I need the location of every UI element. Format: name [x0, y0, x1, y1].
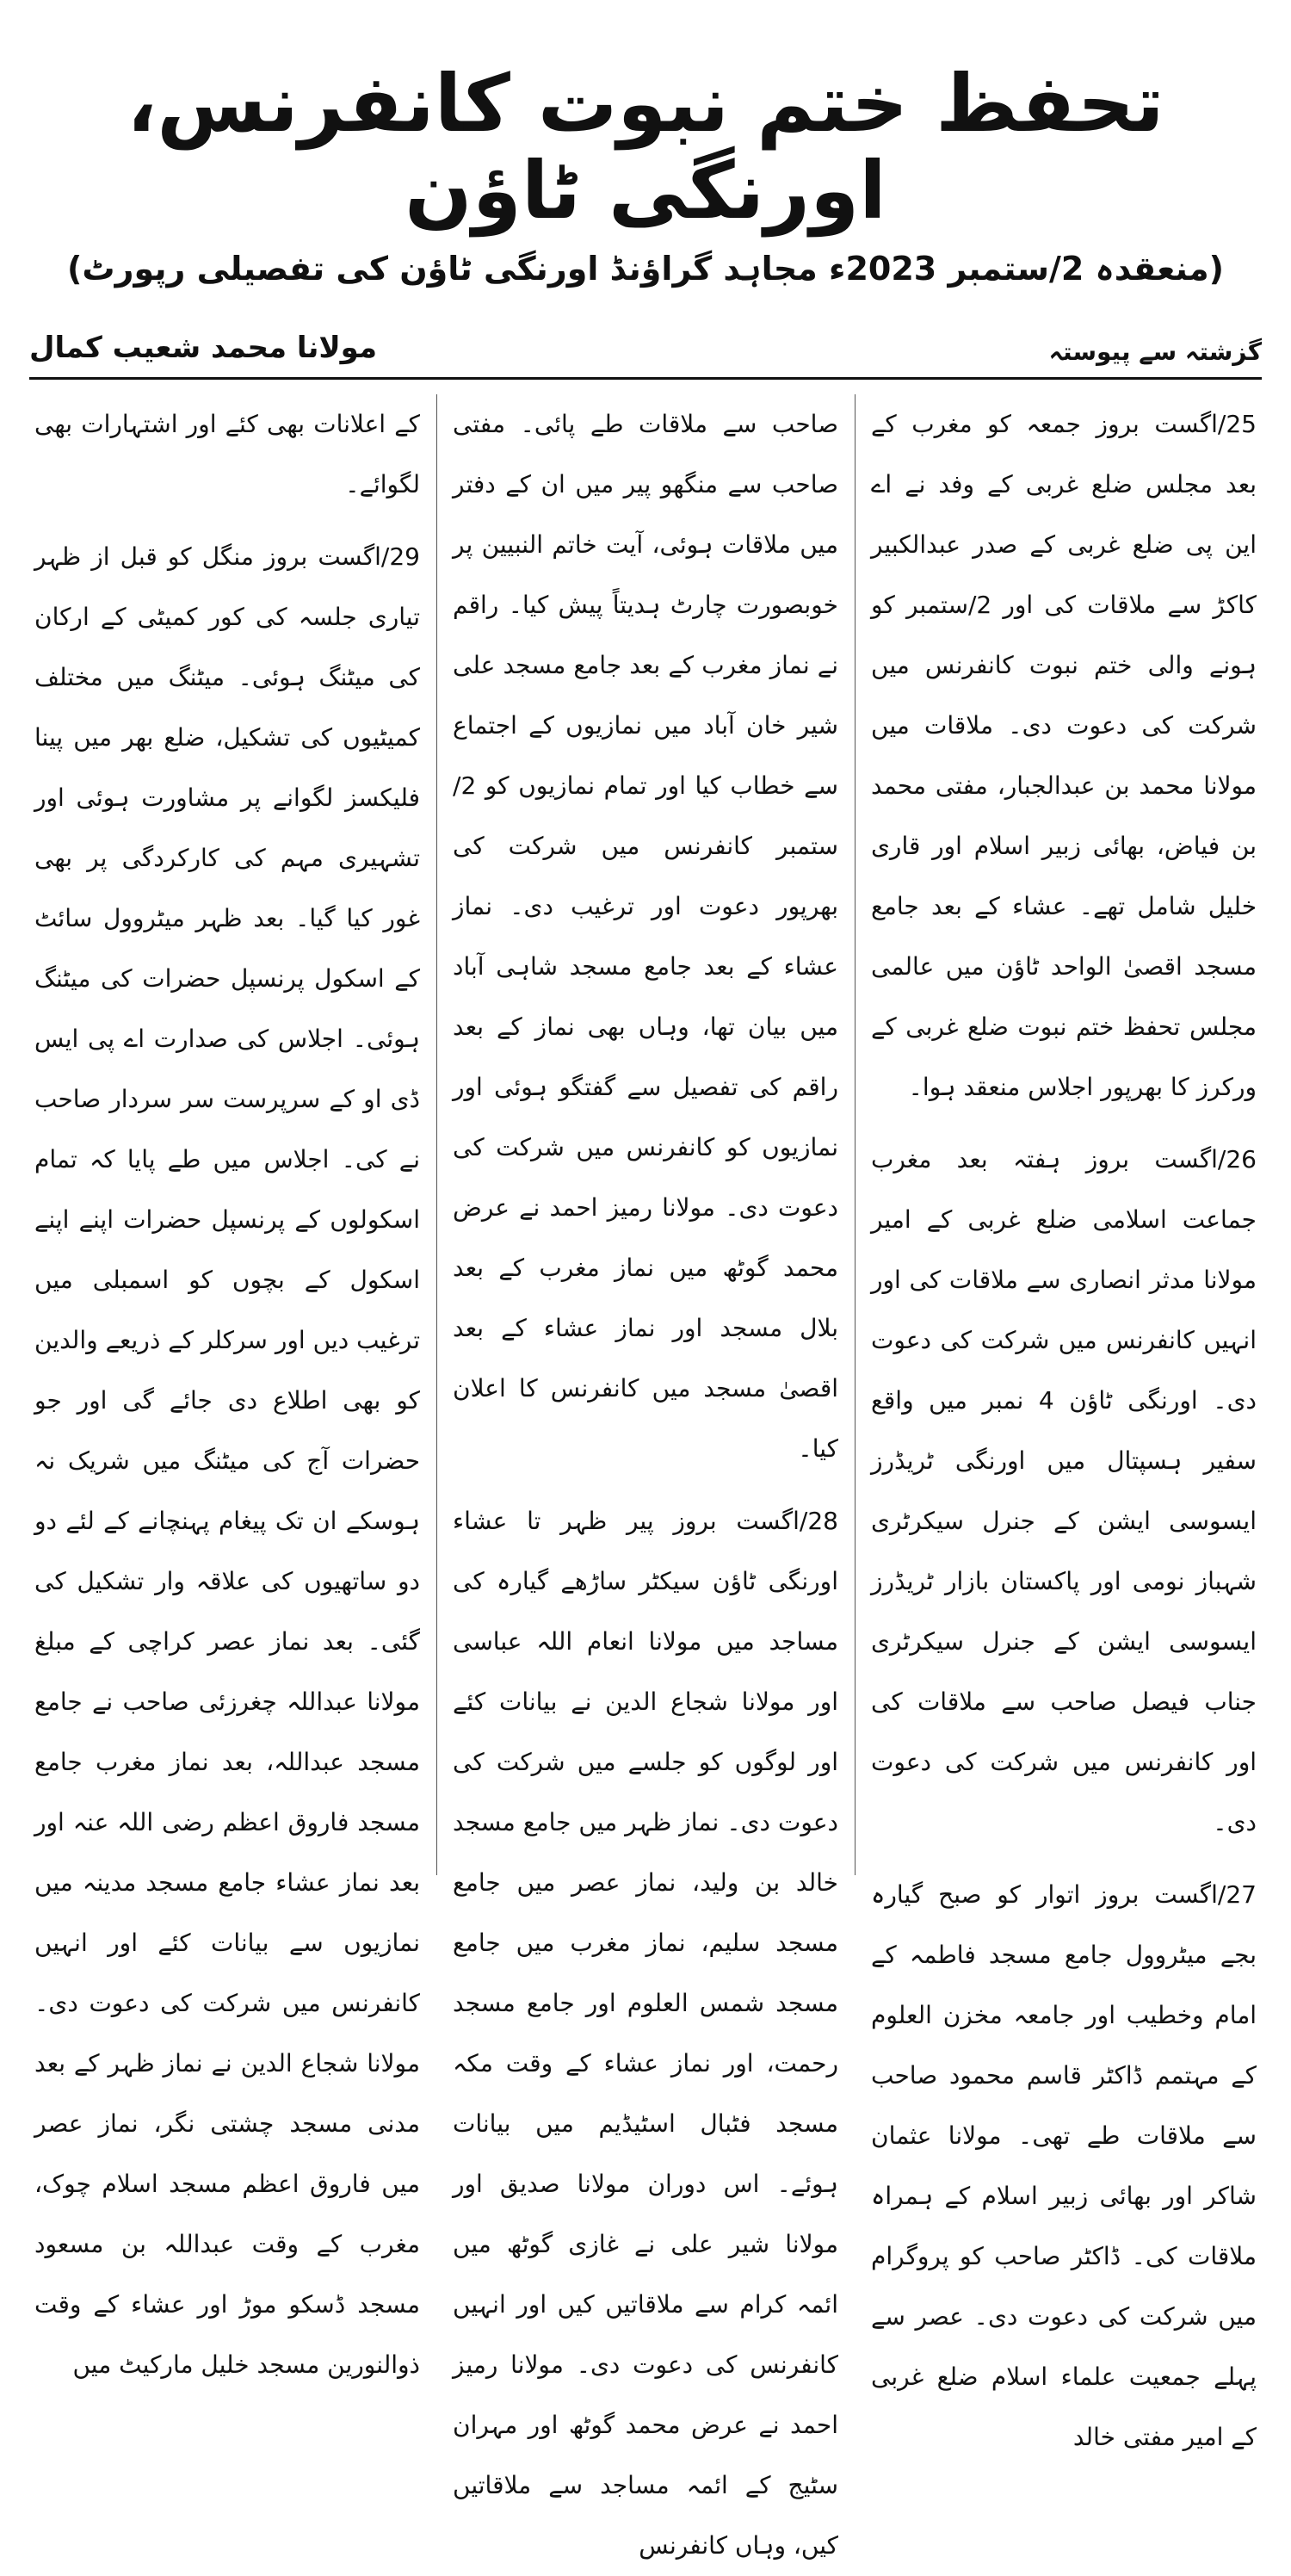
author-name: مولانا محمد شعیب کمال	[29, 331, 378, 365]
paragraph: 27/اگست بروز اتوار کو صبح گیارہ بجے میٹروول جامع مسجد فاطمہ کے امام وخطیب اور جامعہ مخزن العلوم کے مہتمم ڈاکٹر قاسم محمود صاحب سے ملاقات طے تھی۔ مولانا عثمان شاکر اور بھائی زبیر اسلام کے ہمراہ ملاقات کی۔ ڈاکٹر صاحب کو پروگرام میں شرکت کی دعوت دی۔ عصر سے پہلے جمعیت علماء اسلام ضلع غربی کے امیر مفتی خالد	[871, 1880, 1257, 2451]
column-divider	[436, 394, 437, 1875]
paragraph: کے اعلانات بھی کئے اور اشتہارات بھی لگوائے۔	[34, 410, 420, 498]
column-right	[871, 394, 1257, 2451]
paragraph: 25/اگست بروز جمعہ کو مغرب کے بعد مجلس ضلع غربی کے وفد نے اے این پی ضلع غربی کے صدر عبدالکبیر کاکڑ سے ملاقات کی اور 2/ستمبر کو ہونے والی ختم نبوت کانفرنس میں شرکت کی دعوت دی۔ ملاقات میں مولانا محمد بن عبدالجبار، مفتی محمد بن فیاض، بھائی زبیر اسلام اور قاری خلیل شامل تھے۔ عشاء کے بعد جامع مسجد اقصیٰ الواحد ٹاؤن میں عالمی مجلس تحفظ ختم نبوت ضلع غربی کے ورکرز کا بھرپور اجلاس منعقد ہوا۔	[871, 410, 1257, 1101]
paragraph: 28/اگست بروز پیر ظہر تا عشاء اورنگی ٹاؤن سیکٹر ساڑھے گیارہ کی مساجد میں مولانا انعام اللہ عباسی اور مولانا شجاع الدین نے بیانات کئے اور لوگوں کو جلسے میں شرکت کی دعوت دی۔ نماز ظہر میں جامع مسجد خالد بن ولید، نماز عصر میں جامع مسجد سلیم، نماز مغرب میں جامع مسجد شمس العلوم اور جامع مسجد رحمت، اور نماز عشاء کے وقت مکہ مسجد فٹبال اسٹیڈیم میں بیانات ہوئے۔ اس دوران مولانا صدیق اور مولانا شیر علی نے غازی گوٹھ میں ائمہ کرام سے ملاقاتیں کیں اور انہیں کانفرنس کی دعوت دی۔ مولانا رمیز احمد نے عرض محمد گوٹھ اور مہران سٹیج کے ائمہ مساجد سے ملاقاتیں کیں، وہاں کانفرنس	[453, 1507, 838, 2560]
paragraph: 26/اگست بروز ہفتہ بعد مغرب جماعت اسلامی ضلع غربی کے امیر مولانا مدثر انصاری سے ملاقات کی اور انہیں کانفرنس میں شرکت کی دعوت دی۔ اورنگی ٹاؤن 4 نمبر میں واقع سفیر ہسپتال میں اورنگی ٹریڈرز ایسوسی ایشن کے جنرل سیکرٹری شہباز نومی اور پاکستان بازار ٹریڈرز ایسوسی ایشن کے جنرل سیکرٹری جناب فیصل صاحب سے ملاقات کی اور کانفرنس میں شرکت کی دعوت دی۔	[871, 1145, 1257, 1836]
article-subtitle: (منعقدہ 2/ستمبر 2023ء مجاہد گراؤنڈ اورنگی ٹاؤن کی تفصیلی رپورٹ)	[67, 250, 1224, 288]
paragraph: صاحب سے ملاقات طے پائی۔ مفتی صاحب سے منگھو پیر میں ان کے دفتر میں ملاقات ہوئی، آیت خاتم النبیین پر خوبصورت چارٹ ہدیتاً پیش کیا۔ راقم نے نماز مغرب کے بعد جامع مسجد علی شیر خان آباد میں نمازیوں کے اجتماع سے خطاب کیا اور تمام نمازیوں کو 2/ستمبر کانفرنس میں شرکت کی بھرپور دعوت اور ترغیب دی۔ نماز عشاء کے بعد جامع مسجد شاہی آباد میں بیان تھا، وہاں بھی نماز کے بعد راقم کی تفصیل سے گفتگو ہوئی اور نمازیوں کو کانفرنس میں شرکت کی دعوت دی۔ مولانا رمیز احمد نے عرض محمد گوٹھ میں نماز مغرب کے بعد بلال مسجد اور نماز عشاء کے بعد اقصیٰ مسجد میں کانفرنس کا اعلان کیا۔	[453, 410, 838, 1463]
column-divider	[855, 394, 856, 1875]
article-columns	[34, 394, 1257, 2560]
article-title: تحفظ ختم نبوت کانفرنس، اورنگی ٹاؤن	[127, 58, 1164, 238]
paragraph: 29/اگست بروز منگل کو قبل از ظہر تیاری جلسہ کی کور کمیٹی کے ارکان کی میٹنگ ہوئی۔ میٹنگ میں مختلف کمیٹیوں کی تشکیل، ضلع بھر میں پینا فلیکسز لگوانے پر مشاورت ہوئی اور تشہیری مہم کی کارکردگی پر بھی غور کیا گیا۔ بعد ظہر میٹروول سائٹ کے اسکول پرنسپل حضرات کی میٹنگ ہوئی۔ اجلاس کی صدارت اے پی ایس ڈی او کے سرپرست سر سردار صاحب نے کی۔ اجلاس میں طے پایا کہ تمام اسکولوں کے پرنسپل حضرات اپنے اپنے اسکول کے بچوں کو اسمبلی میں ترغیب دیں اور سرکلر کے ذریعے والدین کو بھی اطلاع دی جائے گی اور جو حضرات آج کی میٹنگ میں شریک نہ ہوسکے ان تک پیغام پہنچانے کے لئے دو دو ساتھیوں کی علاقہ وار تشکیل کی گئی۔ بعد نماز عصر کراچی کے مبلغ مولانا عبداللہ چغرزئی صاحب نے جامع مسجد عبداللہ، بعد نماز مغرب جامع مسجد فاروق اعظم رضی اللہ عنہ اور بعد نماز عشاء جامع مسجد مدینہ میں نمازیوں سے بیانات کئے اور انہیں کانفرنس میں شرکت کی دعوت دی۔ مولانا شجاع الدین نے نماز ظہر کے بعد مدنی مسجد چشتی نگر، نماز عصر میں فاروق اعظم مسجد اسلام چوک، مغرب کے وقت عبداللہ بن مسعود مسجد ڈسکو موڑ اور عشاء کے وقت ذوالنورین مسجد خلیل مارکیٹ میں	[34, 542, 420, 2379]
header-rule	[29, 377, 1262, 380]
column-middle	[453, 394, 838, 2560]
column-left	[34, 394, 420, 2379]
byline-row	[29, 327, 1262, 375]
continued-label: گزشتہ سے پیوستہ	[1048, 337, 1262, 366]
